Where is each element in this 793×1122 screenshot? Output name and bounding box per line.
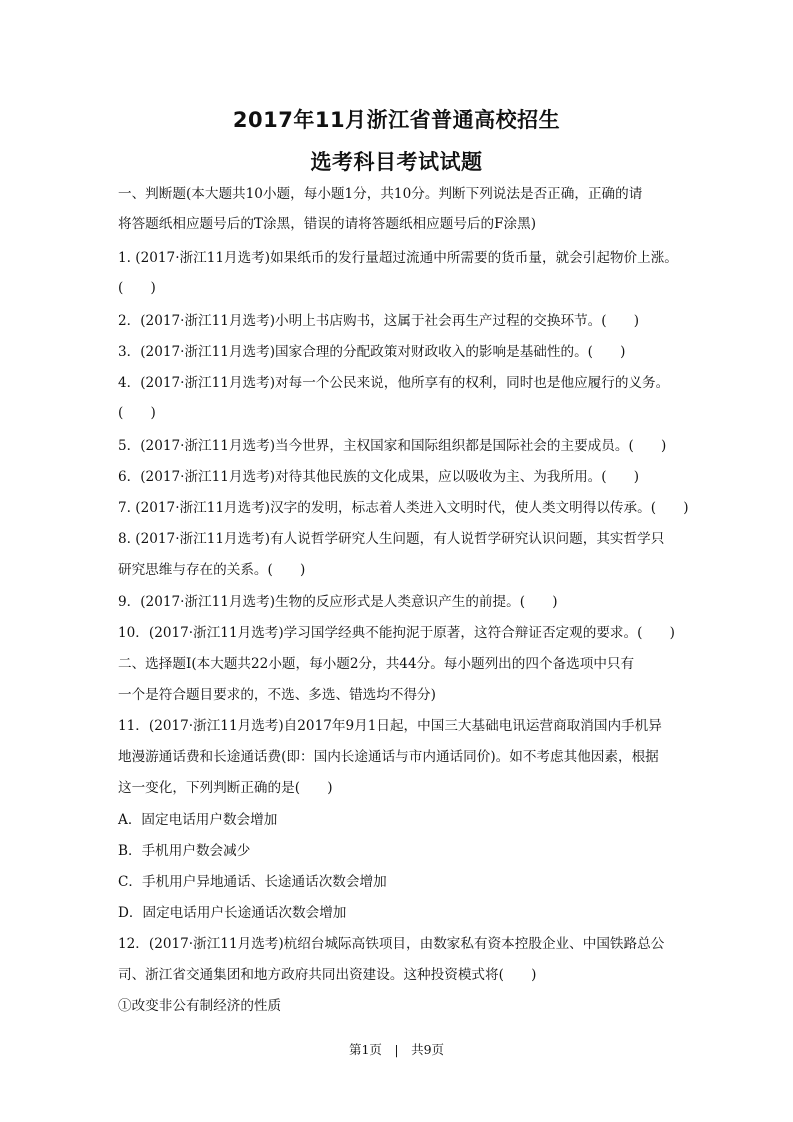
text-line: 8. (2017·浙江11月选考)有人说哲学研究人生问题，有人说哲学研究认识问题，其实哲学只 bbox=[118, 531, 665, 547]
text-line: 一个是符合题目要求的，不选、多选、错选均不得分) bbox=[118, 687, 436, 703]
text-line: 4．(2017·浙江11月选考)对每一个公民来说，他所享有的权利，同时也是他应履行的义务。 bbox=[118, 375, 670, 391]
option-line: B．手机用户数会减少 bbox=[118, 843, 251, 859]
option-line: A．固定电话用户数会增加 bbox=[118, 812, 278, 828]
text-line: 10．(2017·浙江11月选考)学习国学经典不能拘泥于原著，这符合辩证否定观的要求。( ) bbox=[118, 625, 675, 641]
document-title-line2: 选考科目考试试题 bbox=[310, 150, 483, 174]
text-line: 研究思维与存在的关系。( ) bbox=[118, 562, 306, 578]
text-line: 11．(2017·浙江11月选考)自2017年9月1日起，中国三大基础电讯运营商取消国内手机异 bbox=[118, 718, 662, 734]
text-line: 一、判断题(本大题共10小题，每小题1分，共10分。判断下列说法是否正确，正确的请 bbox=[118, 186, 643, 202]
text-line: 这一变化，下列判断正确的是( ) bbox=[118, 780, 333, 796]
text-line: 5．(2017·浙江11月选考)当今世界，主权国家和国际组织都是国际社会的主要成员。( ) bbox=[118, 438, 667, 454]
page-footer: 第1页 | 共9页 bbox=[348, 1042, 445, 1057]
text-line: 12．(2017·浙江11月选考)杭绍台城际高铁项目，由数家私有资本控股企业、中国铁路总公 bbox=[118, 936, 665, 952]
text-line: 6．(2017·浙江11月选考)对待其他民族的文化成果，应以吸收为主、为我所用。( ) bbox=[118, 469, 640, 485]
text-line: ①改变非公有制经济的性质 bbox=[118, 998, 282, 1014]
text-line: 2．(2017·浙江11月选考)小明上书店购书，这属于社会再生产过程的交换环节。( ) bbox=[118, 313, 640, 329]
text-line: ( ) bbox=[118, 280, 156, 296]
text-line: ( ) bbox=[118, 405, 156, 421]
option-line: D．固定电话用户长途通话次数会增加 bbox=[118, 905, 347, 921]
text-line: 地漫游通话费和长途通话费(即：国内长途通话与市内通话同价)。如不考虑其他因素，根据 bbox=[118, 749, 659, 765]
text-line: 司、浙江省交通集团和地方政府共同出资建设。这种投资模式将( ) bbox=[118, 967, 537, 983]
document-title-line1: 2017年11月浙江省普通高校招生 bbox=[232, 108, 561, 132]
text-line: 将答题纸相应题号后的T涂黑，错误的请将答题纸相应题号后的F涂黑) bbox=[118, 216, 537, 232]
text-line: 二、选择题Ⅰ(本大题共22小题，每小题2分，共44分。每小题列出的四个备选项中只有 bbox=[118, 656, 635, 672]
option-line: C．手机用户异地通话、长途通话次数会增加 bbox=[118, 874, 387, 890]
text-line: 7. (2017·浙江11月选考)汉字的发明，标志着人类进入文明时代，使人类文明得以传承。( ) bbox=[118, 500, 689, 516]
text-line: 3．(2017·浙江11月选考)国家合理的分配政策对财政收入的影响是基础性的。( ) bbox=[118, 344, 626, 360]
text-line: 1. (2017·浙江11月选考)如果纸币的发行量超过流通中所需要的货币量，就会引起物价上涨。 bbox=[118, 250, 678, 266]
text-line: 9．(2017·浙江11月选考)生物的反应形式是人类意识产生的前提。( ) bbox=[118, 594, 558, 610]
